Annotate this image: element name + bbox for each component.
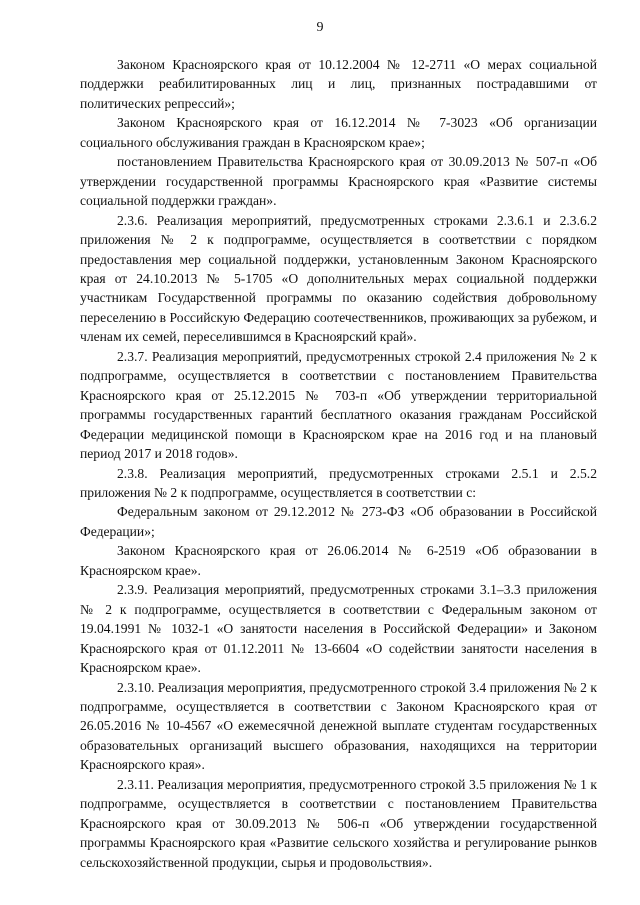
paragraph-law-16-12-2014: Законом Красноярского края от 16.12.2014 № 7-3023 «Об организации социального обслуживания граждан в Красноярском крае»; — [80, 115, 597, 150]
paragraph-2-3-8: 2.3.8. Реализация мероприятий, предусмотренных строками 2.5.1 и 2.5.2 приложения № 2 к подпрограмме, осуществляется в соответствии с: — [80, 465, 597, 500]
paragraph-2-3-6: 2.3.6. Реализация мероприятий, предусмотренных строками 2.3.6.1 и 2.3.6.2 приложения № 2 к подпрограмме, осуществляется в соответствии с порядком предоставления мер социальной поддержки, установленным Законом Красноярского края от 24.10.2013 № 5-1705 «О дополнительных мерах социальной поддержки участникам Государственной программы по оказанию содействия добровольному переселению в Российскую Федерацию соотечественников, проживающих за рубежом, и членам их семей, переселившимся в Красноярский край». — [80, 212, 597, 345]
paragraph-2-3-9: 2.3.9. Реализация мероприятий, предусмотренных строками 3.1–3.3 приложения № 2 к подпрограмме, осуществляется в соответствии с Федеральным законом от 19.04.1991 № 1032-1 «О занятости населения в Российской Федерации» и Законом Красноярского края от 01.12.2011 № 13-6604 «О содействии занятости населения в Красноярском крае». — [80, 582, 597, 676]
paragraph-2-3-7: 2.3.7. Реализация мероприятий, предусмотренных строкой 2.4 приложения № 2 к подпрограмме, осуществляется в соответствии с постановлением Правительства Красноярского края от 25.12.2015 № 703-п «Об утверждении территориальной программы государственных гарантий бесплатного оказания гражданам Российской Федерации медицинской помощи в Красноярском крае на 2016 год и на плановый период 2017 и 2018 годов». — [80, 348, 597, 462]
paragraph-resolution-507-p: постановлением Правительства Красноярского края от 30.09.2013 № 507-п «Об утверждении государственной программы Красноярского края «Развитие системы социальной поддержки граждан». — [80, 154, 597, 209]
page-number: 9 — [316, 20, 324, 35]
paragraph-law-26-06-2014: Законом Красноярского края от 26.06.2014 № 6-2519 «Об образовании в Красноярском крае». — [80, 543, 597, 578]
paragraph-federal-law-273-fz: Федеральным законом от 29.12.2012 № 273-ФЗ «Об образовании в Российской Федерации»; — [80, 504, 597, 539]
paragraph-2-3-11: 2.3.11. Реализация мероприятия, предусмотренного строкой 3.5 приложения № 1 к подпрограмме, осуществляется в соответствии с постановлением Правительства Красноярского края от 30.09.2013 № 506-п «Об утверждении государственной программы Красноярского края «Развитие сельского хозяйства и регулирование рынков сельскохозяйственной продукции, сырья и продовольствия». — [80, 776, 597, 870]
paragraph-law-10-12-2004: Законом Красноярского края от 10.12.2004 № 12-2711 «О мерах социальной поддержки реабилитированных лиц и лиц, признанных пострадавшими от политических репрессий»; — [80, 57, 597, 111]
paragraph-2-3-10: 2.3.10. Реализация мероприятия, предусмотренного строкой 3.4 приложения № 2 к подпрограмме, осуществляется в соответствии с Законом Красноярского края от 26.05.2016 № 10-4567 «О ежемесячной денежной выплате студентам государственных образовательных организаций высшего образования, находящихся на территории Красноярского края». — [80, 679, 597, 773]
document-body — [80, 55, 597, 872]
